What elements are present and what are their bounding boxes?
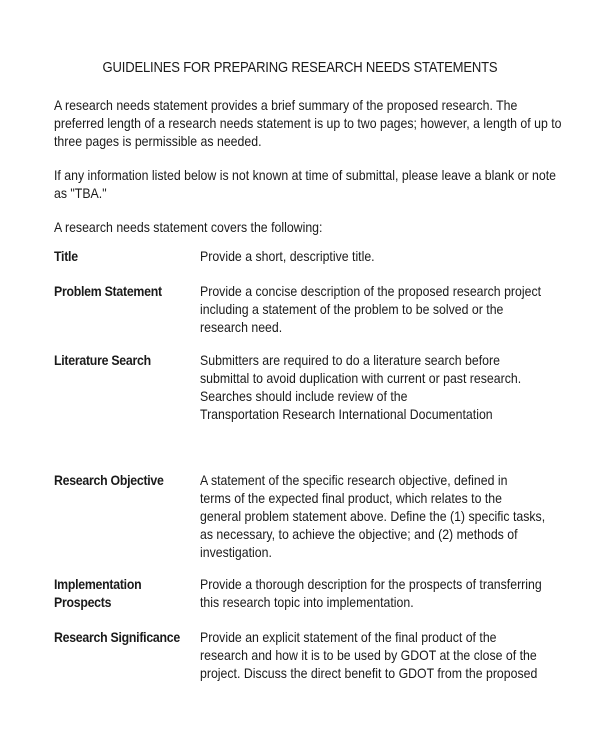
section-label-problem-statement: Problem Statement [54,283,162,299]
section-label-title: Title [54,248,78,264]
section-desc-research-significance: Provide an explicit statement of the final product of the research and how it is to be used by GDOT at the close of the project. Discuss the direct benefit to GDOT from the proposed [200,629,538,681]
intro-line: preferred length of a research needs statement is up to two pages; however, a length of up to [54,115,562,131]
intro-line: A research needs statement provides a brief summary of the proposed research. The [54,97,518,113]
section-desc-literature-search: Submitters are required to do a literature search before submittal to avoid duplication with current or past research. Searches should include review of the Transportation Research International Documentation [200,352,522,422]
section-desc-research-objective: A statement of the specific research objective, defined in terms of the expected final product, which relates to the general problem statement above. Define the (1) specific tasks, as necessary, to achieve the objective; and (2) methods of investigation. [200,472,546,560]
section-desc-implementation-prospects: Provide a thorough description for the prospects of transferring this research topic into implementation. [200,576,542,610]
tba-line: as "TBA." [54,185,107,201]
tba-paragraph [54,166,556,202]
tba-line: If any information listed below is not known at time of submittal, please leave a blank or note [54,167,556,183]
section-desc-title: Provide a short, descriptive title. [200,248,375,264]
intro-paragraph [54,96,562,150]
section-label-research-significance: Research Significance [54,629,180,645]
covers-line: A research needs statement covers the following: [54,219,323,235]
intro-line: three pages is permissible as needed. [54,133,262,149]
document-title: GUIDELINES FOR PREPARING RESEARCH NEEDS STATEMENTS [102,60,498,76]
section-label-research-objective: Research Objective [54,472,164,488]
section-label-literature-search: Literature Search [54,352,151,368]
section-label-implementation-prospects: Implementation Prospects [54,576,142,610]
section-desc-problem-statement: Provide a concise description of the proposed research project including a statement of the problem to be solved or the research need. [200,283,542,335]
covers-paragraph [54,218,494,236]
